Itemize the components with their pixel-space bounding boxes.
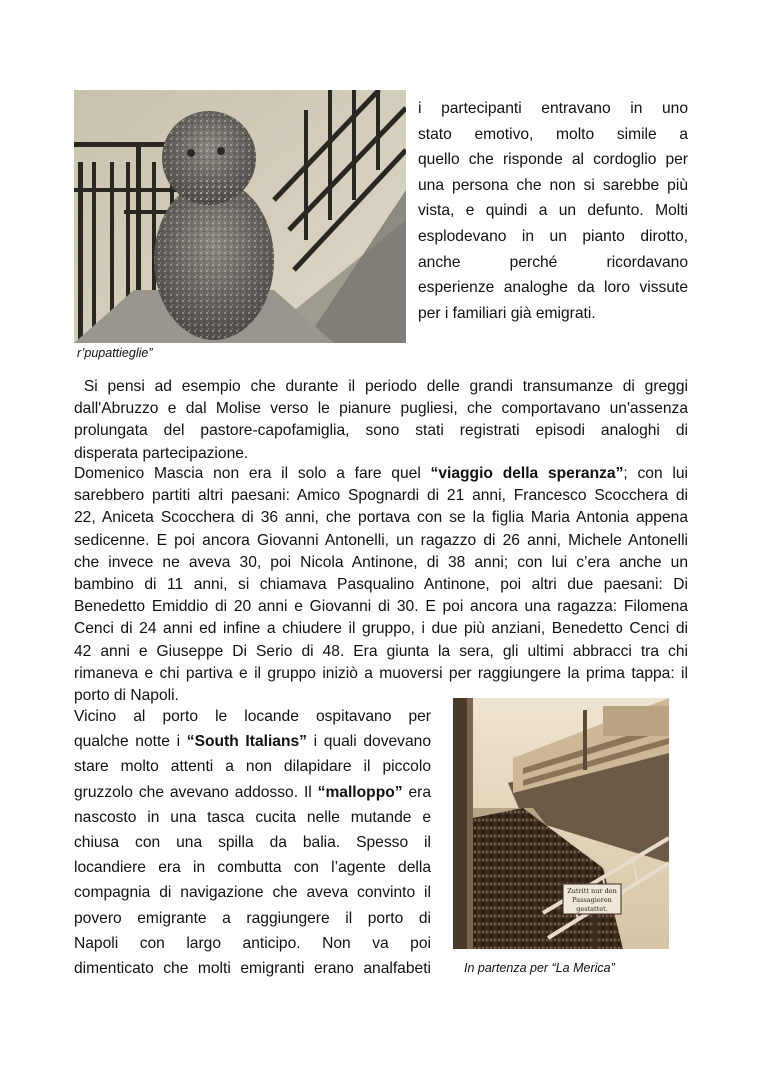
text-line: sedicenne. E poi ancora Giovanni Antonelli, un ragazzo di 26 anni, Michele Antonelli: [74, 531, 688, 549]
text-line: sarebbero partiti altri paesani: Amico Spognardi di 21 anni, Francesco Scocchera di: [74, 487, 688, 505]
text-line: disperata partecipazione.: [74, 444, 249, 462]
text-line: dall'Abruzzo e dal Molise verso le pianure pugliesi, che comportavano un'assenza: [74, 400, 688, 418]
paragraph-viaggio-speranza: [74, 463, 688, 707]
text-line: locandiere era in combutta con l’agente della: [74, 859, 431, 877]
text-line: Benedetto Emiddio di 20 anni e Giovanni di 30. E poi ancora una ragazza: Filomena: [74, 598, 688, 616]
ship-departure-caption: In partenza per “La Merica”: [464, 961, 615, 975]
text-line: vista, e quindi a un defunto. Molti: [418, 202, 688, 220]
text-line: 22, Aniceta Scocchera di 36 anni, che portava con se la figlia Maria Antonia appena: [74, 509, 688, 527]
text-line: povero emigrante a raggiungere il porto di: [74, 909, 431, 927]
ship-image: [453, 698, 669, 949]
text-line: anche perché ricordavano: [418, 253, 688, 271]
text-line: qualche notte i “South Italians” i quali dovevano: [74, 733, 431, 751]
pupattieglie-photo: [74, 90, 406, 343]
text-line: esplodevano in un pianto dirotto,: [418, 227, 688, 245]
text-line: stato emotivo, molto simile a: [418, 125, 688, 143]
text-line: 42 anni e Giuseppe Di Serio di 48. Era giunta la sera, gli ultimi abbracci tra chi: [74, 642, 688, 660]
text-line: compagnia di navigazione che aveva convinto il: [74, 884, 431, 902]
text-line: rimaneva e chi partiva e il gruppo iniziò a muoversi per raggiungere la prima tappa: il: [74, 664, 688, 682]
ship-departure-photo: [453, 698, 669, 949]
text-line: gruzzolo che avevano addosso. Il “malloppo” era: [74, 783, 431, 801]
text-line: Napoli con largo anticipo. Non va poi: [74, 934, 431, 952]
sign-line-2: Passagieren: [572, 896, 612, 904]
pupattieglie-caption: r’pupattieglie”: [77, 346, 153, 360]
bold-phrase: “South Italians”: [186, 733, 307, 751]
text-line: esperienze analoghe da loro vissute: [418, 279, 688, 297]
text-line: stare molto attenti a non dilapidare il piccolo: [74, 758, 431, 776]
paragraph-transumanze: [74, 376, 688, 465]
text-line: Si pensi ad esempio che durante il periodo delle grandi transumanze di greggi: [74, 378, 688, 395]
sign-line-1: Zutritt nur den: [567, 887, 617, 895]
text-line: porto di Napoli.: [74, 687, 179, 705]
text-line: nascosto in una tasca cucita nelle mutande e: [74, 808, 431, 826]
text-line: dimenticato che molti emigranti erano analfabeti: [74, 960, 431, 978]
text-line: Vicino al porto le locande ospitavano per: [74, 708, 431, 725]
text-line: per i familiari già emigrati.: [418, 304, 596, 322]
text-line: una persona che non si sarebbe più: [418, 176, 688, 194]
text-line: che invece ne aveva 30, poi Nicola Antinone, di 38 anni; con lui c’era anche un: [74, 553, 688, 571]
paragraph-vicino-porto: [74, 704, 431, 981]
paragraph-emotional-state: [418, 96, 688, 326]
text-line: chiusa con una spilla da balia. Spesso il: [74, 834, 431, 852]
text-line: bambino di 11 anni, si chiamava Pasqualino Antinone, poi altri due paesani: Di: [74, 576, 688, 594]
text-line: quello che risponde al cordoglio per: [418, 151, 688, 169]
text-line: Cenci di 24 anni ed infine a chiudere il gruppo, i due più anziani, Benedetto Cenci di: [74, 620, 688, 638]
text-line: Domenico Mascia non era il solo a fare quel “viaggio della speranza”; con lui: [74, 465, 688, 482]
stone-figure-image: [74, 90, 406, 343]
bold-phrase: “malloppo”: [317, 783, 403, 801]
text-line: i partecipanti entravano in uno: [418, 100, 688, 117]
sign-line-3: gestattet.: [576, 905, 608, 913]
text-line: prolungata del pastore-capofamiglia, sono stati registrati episodi analoghi di: [74, 422, 688, 440]
bold-phrase: “viaggio della speranza”: [430, 465, 624, 482]
